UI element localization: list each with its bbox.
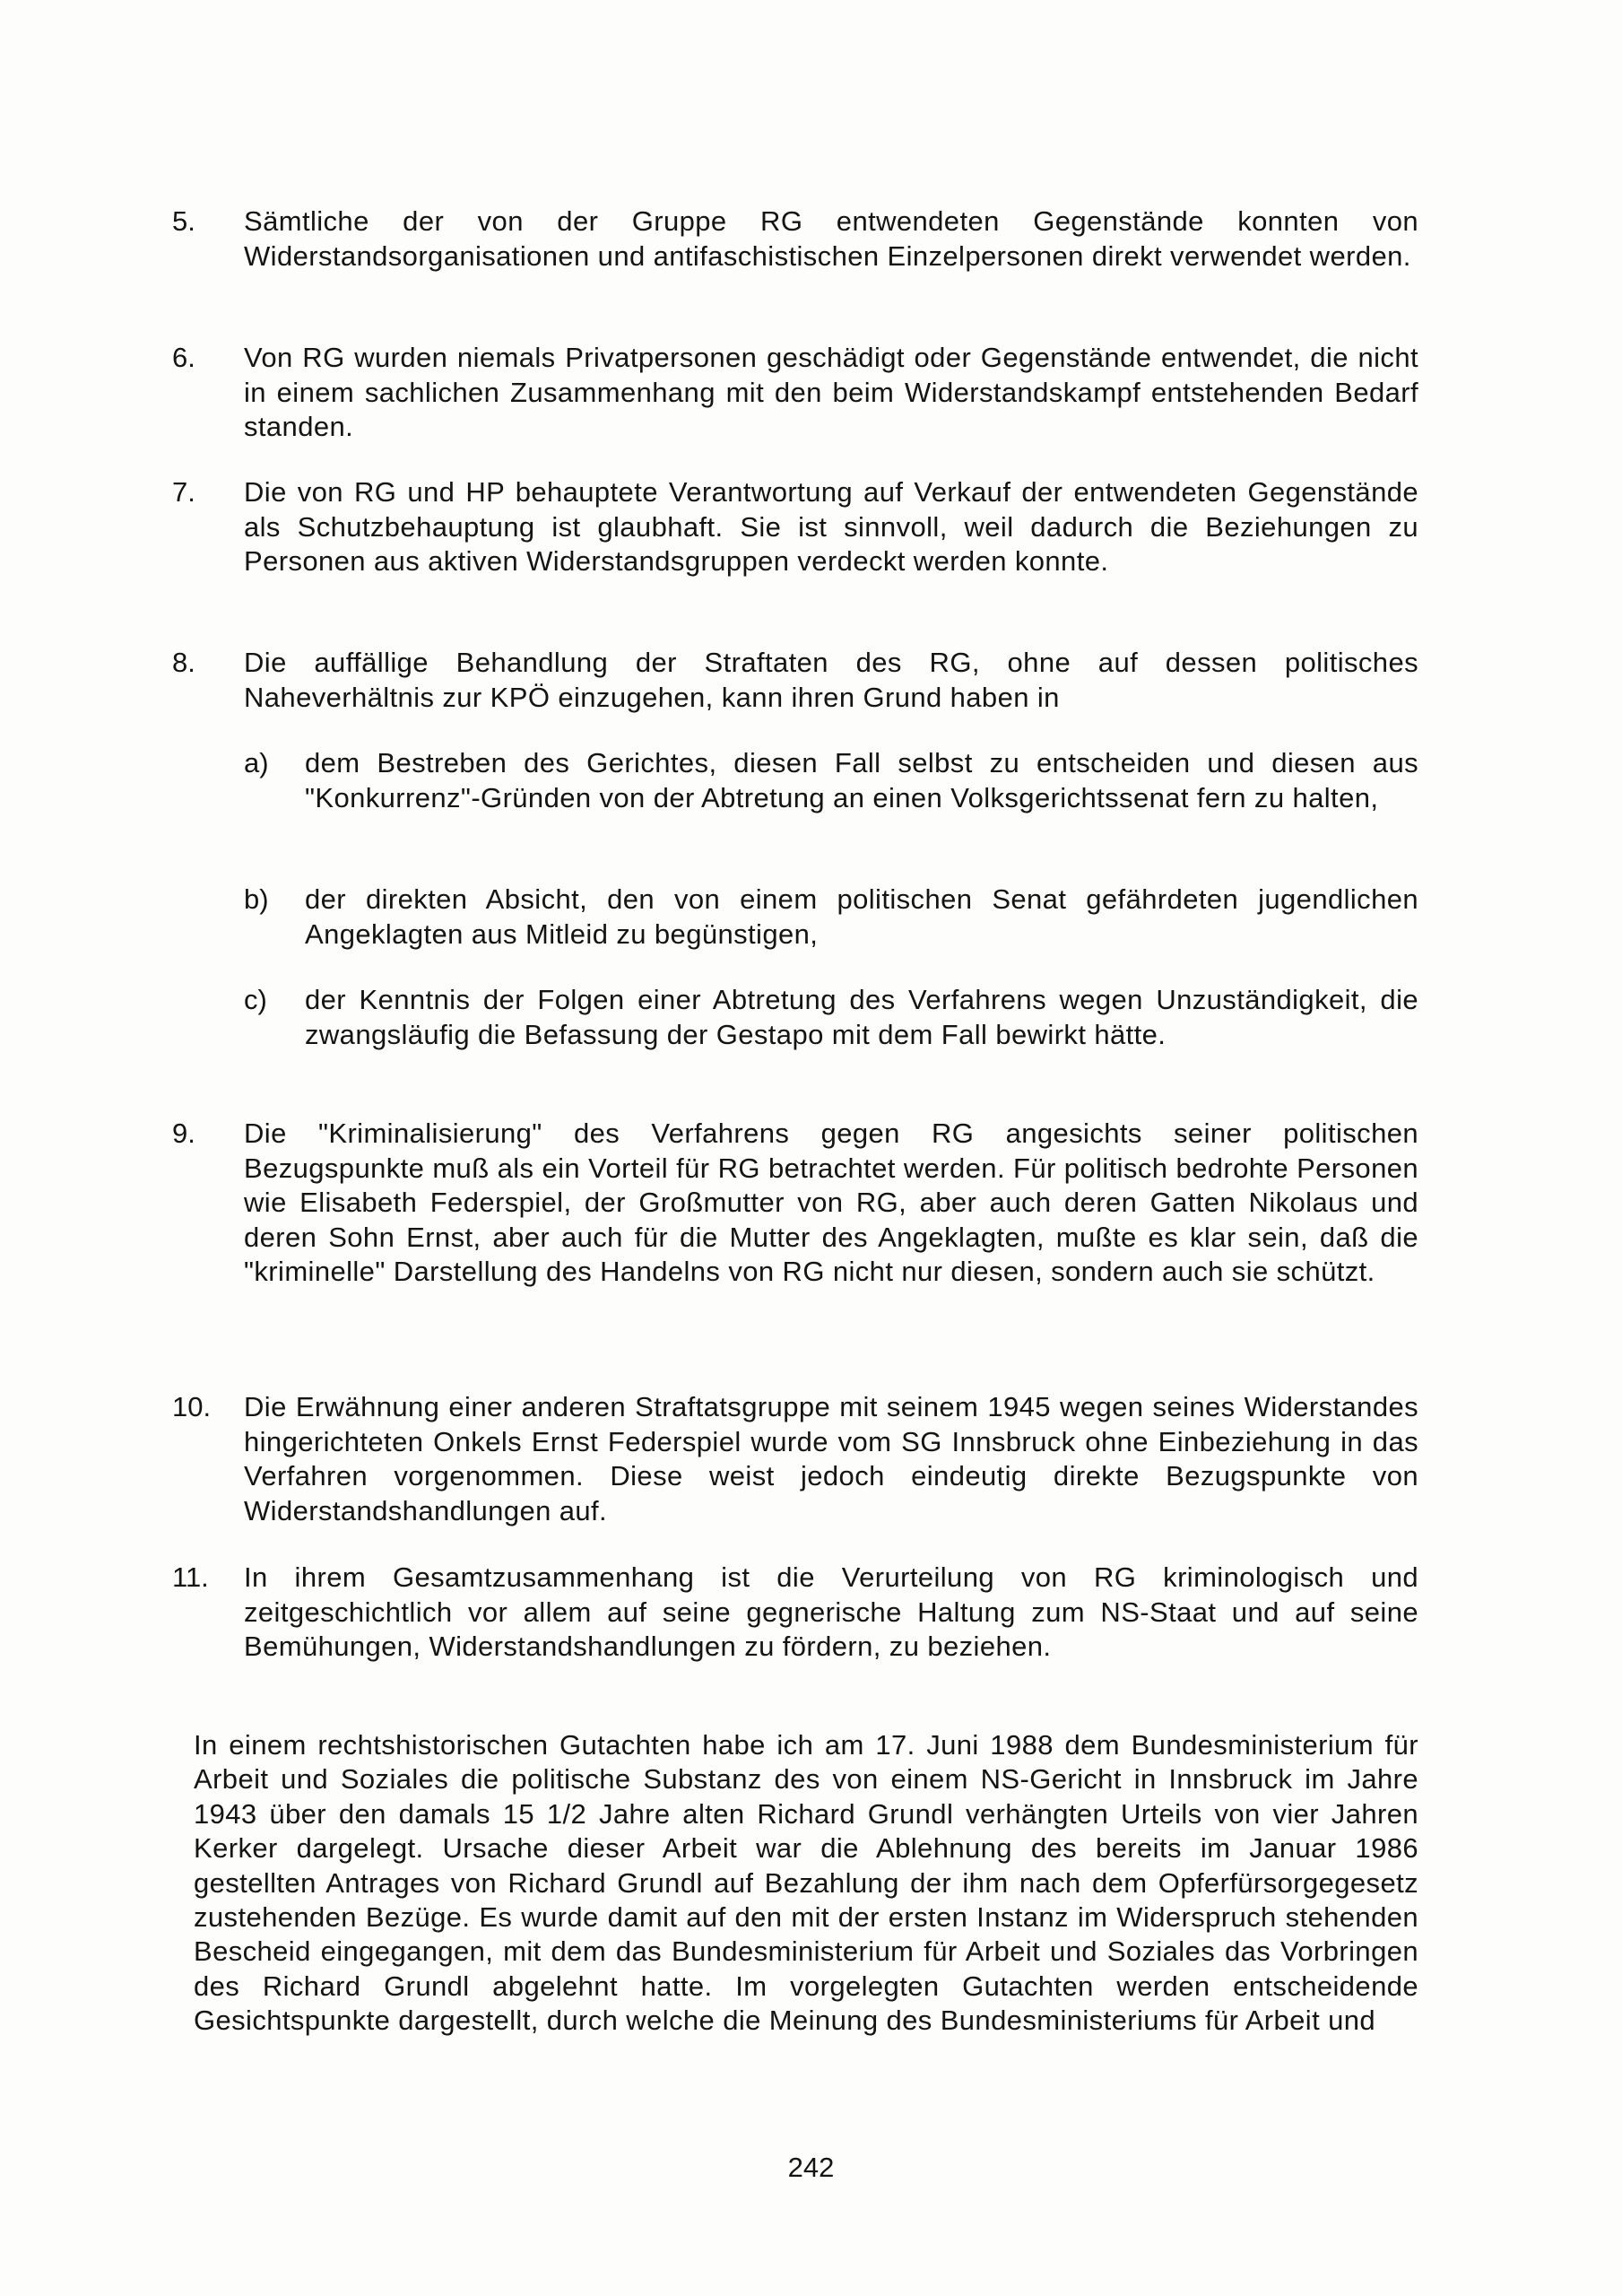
- body-paragraph: In einem rechtshistorischen Gutachten habe ich am 17. Juni 1988 dem Bundesministerium für Arbeit und Soziales die politische Substanz des von einem NS-Gericht in Innsbruck im Jahre 1943 über den damals 15 1/2 Jahre alten Richard Grundl verhängten Urteils von vier Jahren Kerker dargelegt. Ursache dieser Arbeit war die Ablehnung des bereits im Januar 1986 gestellten Antrages von Richard Grundl auf Bezahlung der ihm nach dem Opferfürsorgegesetz zustehenden Bezüge. Es wurde damit auf den mit der ersten Instanz im Widerspruch stehenden Bescheid eingegangen, mit dem das Bundesministerium für Arbeit und Soziales das Vorbringen des Richard Grundl abgelehnt hatte. Im vorgelegten Gutachten werden entscheidende Gesichtspunkte dargestellt, durch welche die Meinung des Bundesministeriums für Arbeit und: [194, 1729, 1418, 2037]
- item-number: 9.: [172, 1118, 195, 1149]
- sub-list-item: [244, 983, 1418, 1052]
- list-item: [172, 1390, 1418, 1528]
- sub-item-letter: c): [244, 984, 267, 1015]
- list-item: [172, 475, 1418, 579]
- item-number: 11.: [172, 1561, 209, 1593]
- sub-item-text: der Kenntnis der Folgen einer Abtretung des Verfahrens wegen Unzuständigkeit, die zwangsläufig die Befassung der Gestapo mit dem Fall bewirkt hätte.: [305, 984, 1418, 1050]
- sub-list-item: [244, 746, 1418, 815]
- sub-item-text: dem Bestreben des Gerichtes, diesen Fall selbst zu entscheiden und diesen aus "Konkurrenz"-Gründen von der Abtretung an einen Volksgerichtssenat fern zu halten,: [305, 747, 1418, 813]
- list-item: [172, 341, 1418, 445]
- item-number: 10.: [172, 1391, 212, 1422]
- sub-item-letter: a): [244, 747, 269, 778]
- item-number: 7.: [172, 476, 195, 508]
- sub-item-text: der direkten Absicht, den von einem politischen Senat gefährdeten jugendlichen Angeklagten aus Mitleid zu begünstigen,: [305, 883, 1418, 950]
- item-number: 8.: [172, 647, 195, 678]
- item-text: Von RG wurden niemals Privatpersonen geschädigt oder Gegenstände entwendet, die nicht in einem sachlichen Zusammenhang mit den beim Widerstandskampf entstehenden Bedarf standen.: [244, 342, 1418, 443]
- item-number: 5.: [172, 205, 195, 237]
- list-item: [172, 646, 1418, 715]
- list-item: [172, 204, 1418, 274]
- item-text: Die auffällige Behandlung der Straftaten des RG, ohne auf dessen politisches Naheverhältnis zur KPÖ einzugehen, kann ihren Grund haben in: [244, 647, 1418, 713]
- sub-item-letter: b): [244, 883, 269, 915]
- sub-list-item: [244, 883, 1418, 952]
- item-text: Die Erwähnung einer anderen Straftatsgruppe mit seinem 1945 wegen seines Widerstandes hingerichteten Onkels Ernst Federspiel wurde vom SG Innsbruck ohne Einbeziehung in das Verfahren vorgenommen. Diese weist jedoch eindeutig direkte Bezugspunkte von Widerstandshandlungen auf.: [244, 1391, 1418, 1526]
- item-text: In ihrem Gesamtzusammenhang ist die Verurteilung von RG kriminologisch und zeitgeschichtlich vor allem auf seine gegnerische Haltung zum NS-Staat und auf seine Bemühungen, Widerstandshandlungen zu fördern, zu beziehen.: [244, 1561, 1418, 1663]
- item-text: Die von RG und HP behauptete Verantwortung auf Verkauf der entwendeten Gegenstände als Schutzbehauptung ist glaubhaft. Sie ist sinnvoll, weil dadurch die Beziehungen zu Personen aus aktiven Widerstandsgruppen verdeckt werden konnte.: [244, 476, 1418, 578]
- list-item: [172, 1117, 1418, 1290]
- page-number: 242: [787, 2152, 835, 2183]
- list-item: [172, 1561, 1418, 1665]
- item-number: 6.: [172, 342, 195, 373]
- item-text: Die "Kriminalisierung" des Verfahrens gegen RG angesichts seiner politischen Bezugspunkte muß als ein Vorteil für RG betrachtet werden. Für politisch bedrohte Personen wie Elisabeth Federspiel, der Großmutter von RG, aber auch deren Gatten Nikolaus und deren Sohn Ernst, aber auch für die Mutter des Angeklagten, mußte es klar sein, daß die "kriminelle" Darstellung des Handelns von RG nicht nur diesen, sondern auch sie schützt.: [244, 1118, 1418, 1288]
- item-text: Sämtliche der von der Gruppe RG entwendeten Gegenstände konnten von Widerstandsorganisationen und antifaschistischen Einzelpersonen direkt verwendet werden.: [244, 205, 1418, 272]
